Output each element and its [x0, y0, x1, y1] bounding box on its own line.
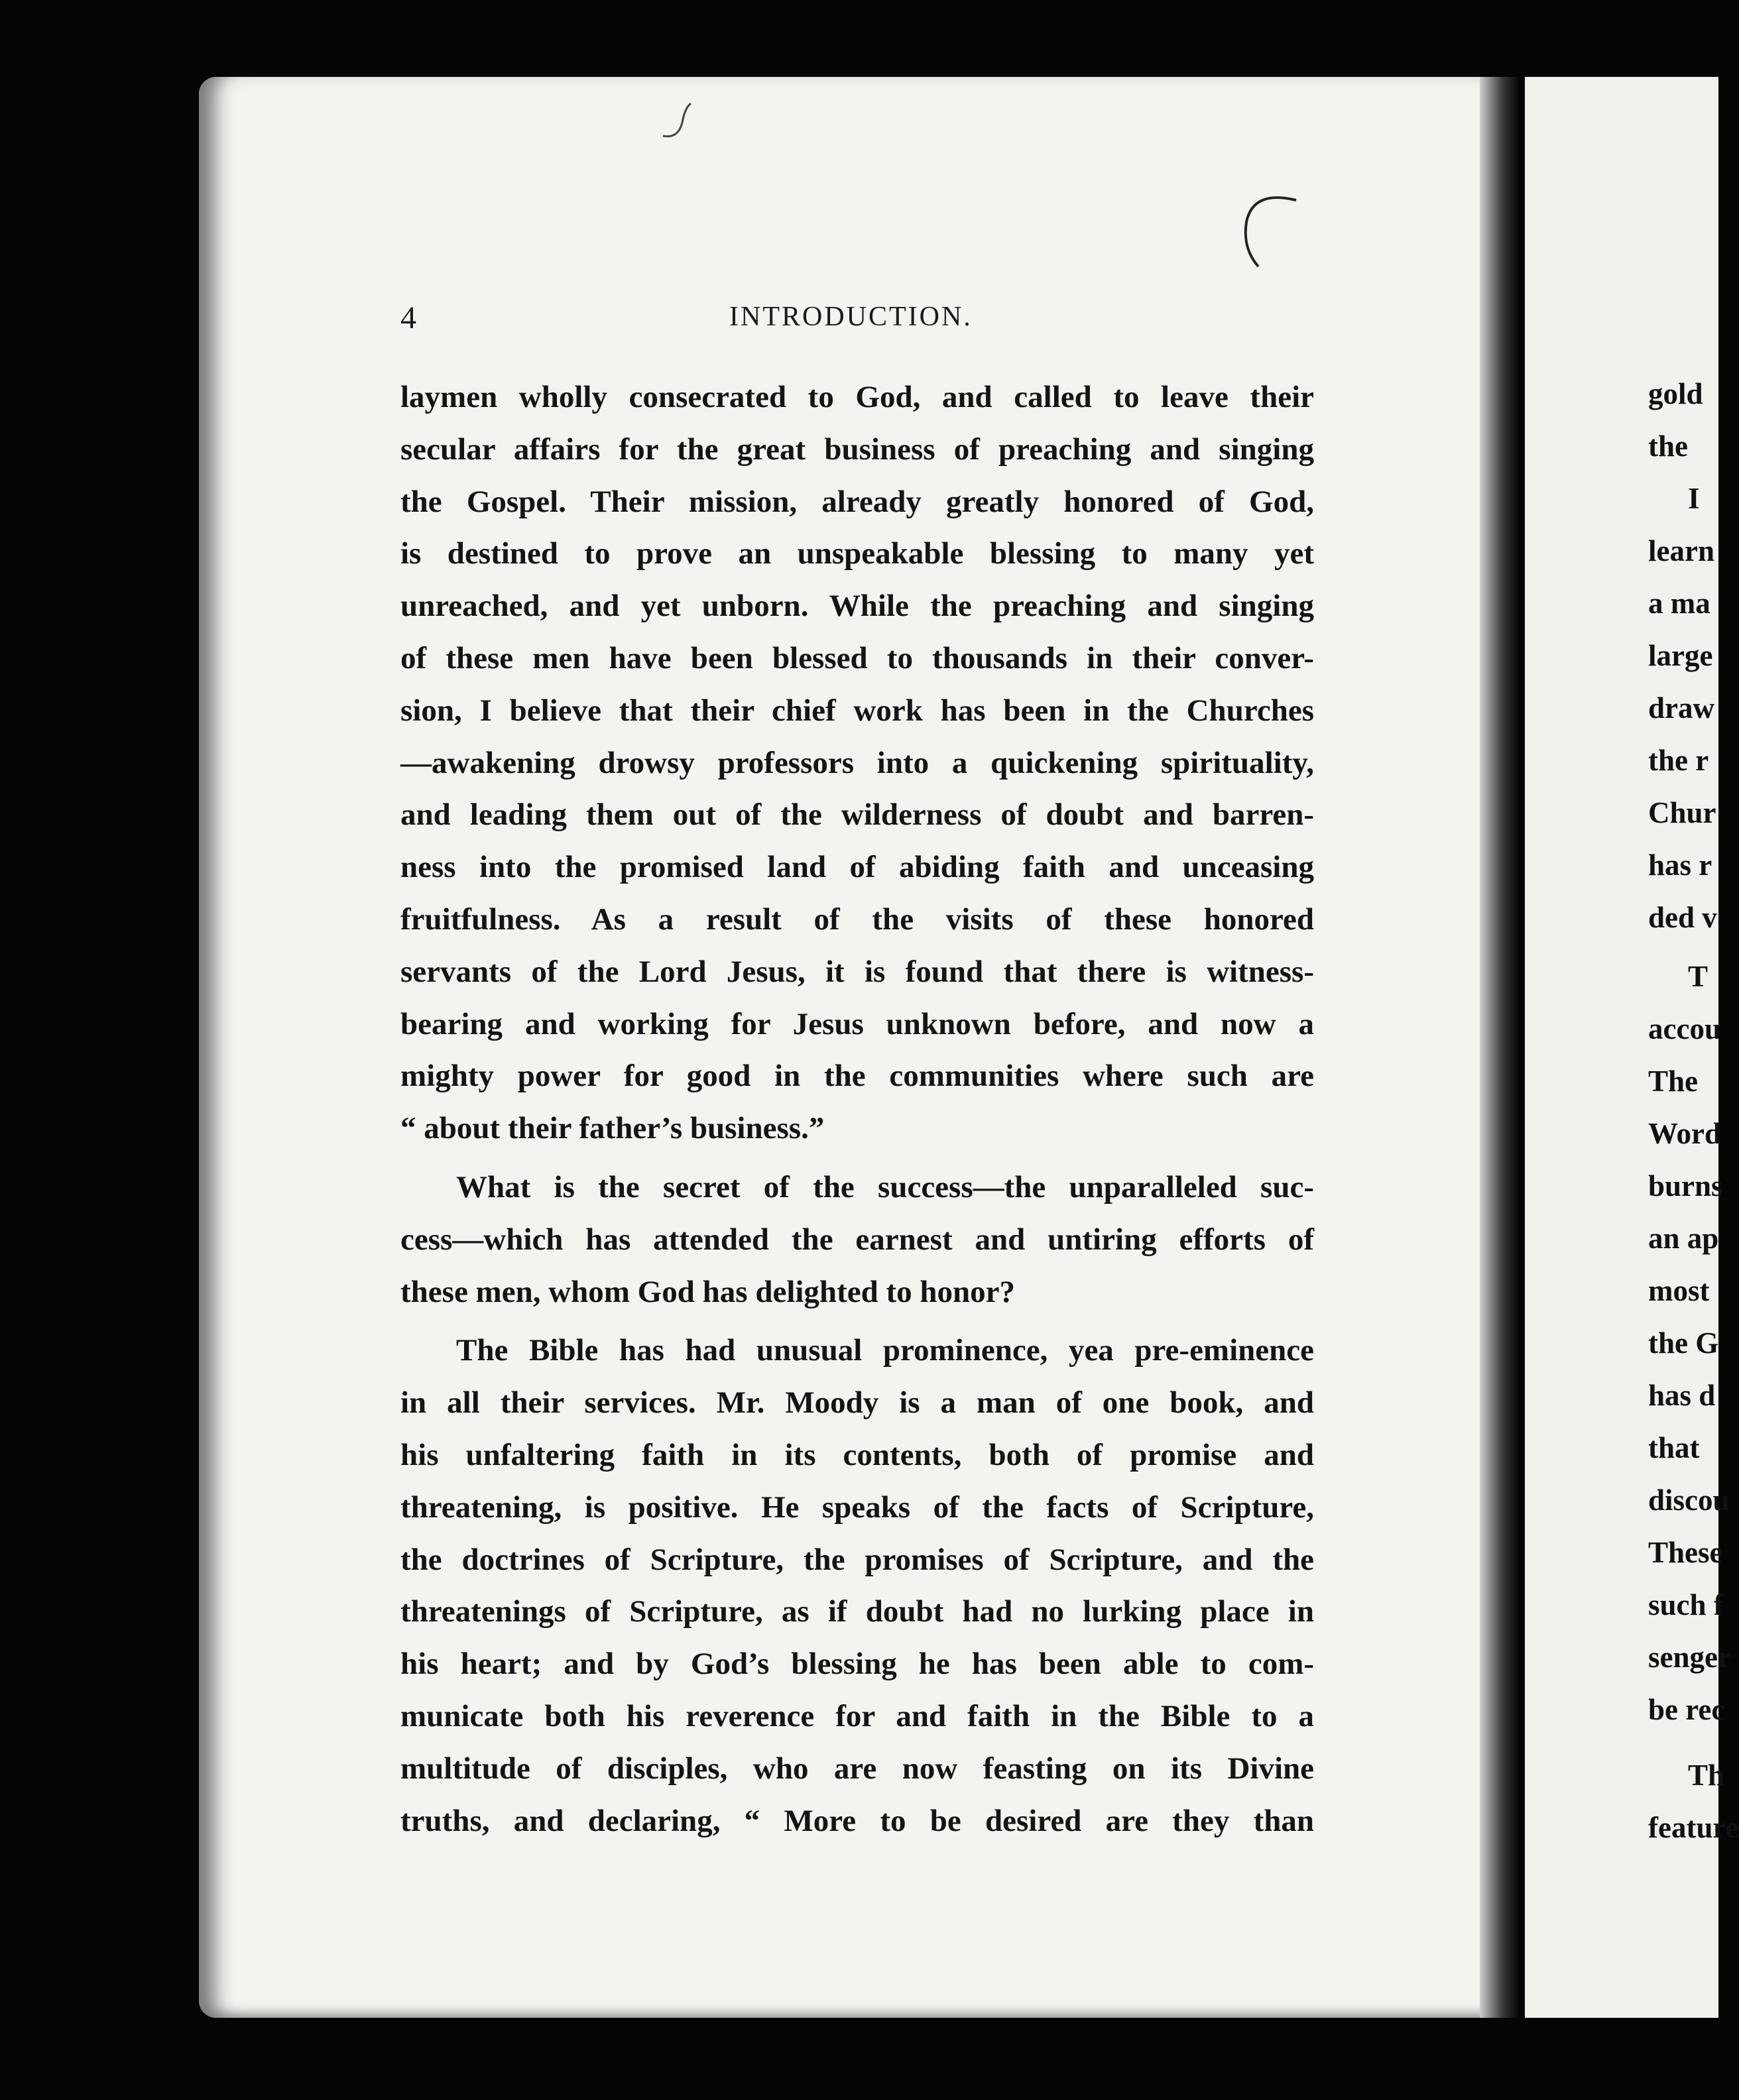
text-line: threatening, is positive. He speaks of the facts of Scripture, [400, 1489, 1314, 1525]
paragraph [400, 371, 1314, 1155]
text-line: servants of the Lord Jesus, it is found that there is witness- [400, 954, 1314, 989]
facing-page-fragment: These [1648, 1536, 1723, 1569]
facing-page-fragment: that [1648, 1431, 1700, 1464]
facing-page-fragment: has d [1648, 1379, 1716, 1412]
facing-page-fragment: an ap [1648, 1222, 1719, 1255]
text-line: cess—which has attended the earnest and untiring efforts of [400, 1222, 1314, 1257]
text-line: multitude of disciples, who are now feasting on its Divine [400, 1751, 1314, 1786]
facing-page-fragment: accou [1648, 1012, 1721, 1045]
facing-page-fragment: I [1688, 482, 1700, 515]
facing-page-fragment: senger [1648, 1641, 1731, 1674]
text-line: laymen wholly consecrated to God, and called to leave their [400, 380, 1314, 414]
paragraph [400, 1324, 1314, 1847]
facing-page-fragment: Th [1688, 1759, 1725, 1792]
facing-page-fragment: be rec [1648, 1693, 1725, 1726]
facing-page-fragment: the G [1648, 1326, 1719, 1360]
body-text [400, 371, 1314, 1853]
text-line: truths, and declaring, “ More to be desired are they than [400, 1803, 1314, 1838]
facing-page-fragment: gold [1648, 377, 1703, 410]
text-line: bearing and working for Jesus unknown before, and now a [400, 1006, 1314, 1041]
text-line: The Bible has had unusual prominence, yea pre-eminence [456, 1333, 1314, 1368]
page-number: 4 [400, 300, 416, 335]
text-line: sion, I believe that their chief work has been in the Churches [400, 693, 1314, 728]
text-line: ness into the promised land of abiding faith and unceasing [400, 850, 1314, 885]
facing-page-fragment: the [1648, 430, 1688, 463]
text-line: municate both his reverence for and faith in the Bible to a [400, 1698, 1314, 1733]
facing-page-fragment: feature [1648, 1811, 1739, 1844]
text-line: What is the secret of the success—the unparalleled suc- [456, 1169, 1314, 1204]
facing-page-fragment: such f [1648, 1588, 1724, 1621]
facing-page-fragment: learn [1648, 534, 1714, 567]
text-line: is destined to prove an unspeakable blessing to many yet [400, 536, 1314, 571]
paragraph [400, 1161, 1314, 1318]
facing-page-fragment: a ma [1648, 587, 1710, 620]
text-line: threatenings of Scripture, as if doubt had no lurking place in [400, 1594, 1314, 1629]
facing-page-fragment: the r [1648, 744, 1709, 777]
facing-page-fragment: Word [1648, 1117, 1722, 1150]
text-line: mighty power for good in the communities where such are [400, 1059, 1314, 1094]
text-line: unreached, and yet unborn. While the preaching and singing [400, 589, 1314, 624]
facing-page-fragment: The [1648, 1065, 1699, 1098]
text-line: his heart; and by God’s blessing he has been able to com- [400, 1647, 1314, 1682]
pencil-mark-icon [656, 99, 703, 146]
text-line: these men, whom God has delighted to honor? [400, 1274, 1016, 1309]
facing-page-fragment: T [1688, 960, 1709, 993]
running-head: INTRODUCTION. [729, 302, 973, 332]
facing-page [1525, 77, 1739, 2018]
text-line: and leading them out of the wilderness of doubt and barren- [400, 797, 1314, 833]
facing-page-fragment: discou [1648, 1484, 1730, 1517]
book-gutter [1480, 77, 1521, 2018]
facing-page-fragment: Chur [1648, 796, 1716, 829]
facing-page-fragment: burns [1648, 1169, 1723, 1202]
text-line: “ about their father’s business.” [400, 1111, 825, 1146]
text-line: the doctrines of Scripture, the promises of Scripture, and the [400, 1542, 1314, 1577]
text-line: secular affairs for the great business of preaching and singing [400, 432, 1314, 467]
facing-page-fragment: has r [1648, 848, 1712, 882]
bracket-mark-icon [1233, 192, 1306, 278]
facing-page-fragment: ded v [1648, 901, 1717, 934]
text-line: fruitfulness. As a result of the visits of these honored [400, 902, 1314, 937]
text-line: —awakening drowsy professors into a quickening spirituality, [400, 745, 1314, 780]
text-line: his unfaltering faith in its contents, both of promise and [400, 1437, 1314, 1472]
page-header [400, 300, 1314, 345]
text-line: the Gospel. Their mission, already greatly honored of God, [400, 484, 1314, 519]
text-line: of these men have been blessed to thousands in their conver- [400, 640, 1314, 675]
text-line: in all their services. Mr. Moody is a man of one book, and [400, 1385, 1314, 1421]
facing-page-fragment: most [1648, 1274, 1710, 1307]
facing-page-fragment: draw [1648, 691, 1714, 725]
facing-page-fragment: large [1648, 639, 1713, 672]
